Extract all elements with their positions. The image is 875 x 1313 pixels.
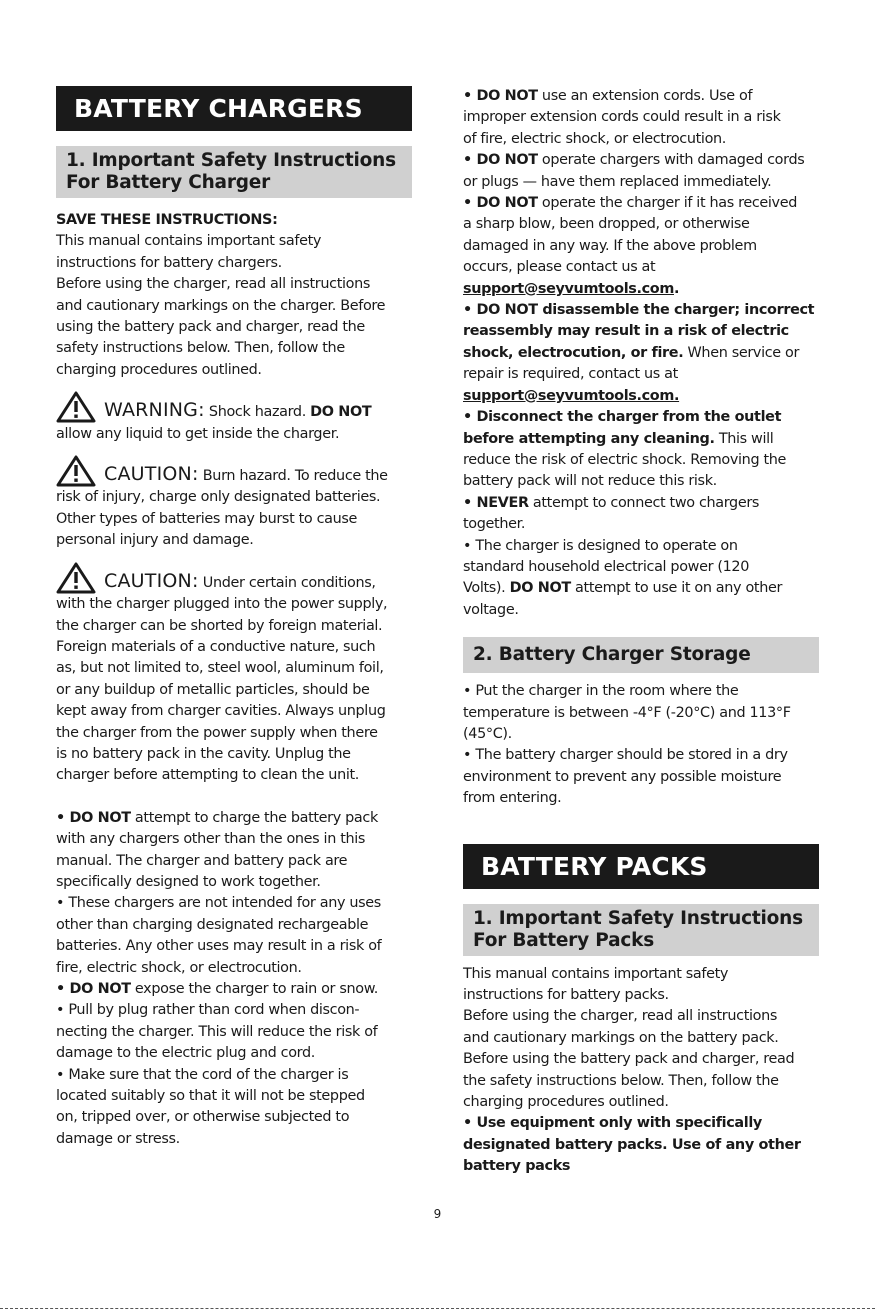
text-line: fire, electric shock, or electrocution. xyxy=(56,959,302,976)
bullet-storage-temperature: • Put the charger in the room where the xyxy=(463,683,739,700)
bullet-cord-location: • Make sure that the cord of the charger is xyxy=(56,1066,349,1083)
text-line: Foreign materials of a conductive nature, such xyxy=(56,638,376,655)
text-line: of fire, electric shock, or electrocution. xyxy=(463,130,727,147)
bullet-sharp-blow: • DO NOT operate the charger if it has received xyxy=(463,195,797,212)
text-line: using the battery pack and charger, read the xyxy=(56,319,365,336)
bullet-do-not-other-chargers: • DO NOT attempt to charge the battery pack xyxy=(56,809,378,826)
text-line: Before using the charger, read all instructions xyxy=(56,276,371,293)
text-line: the safety instructions below. Then, follow the xyxy=(463,1072,779,1089)
text-line: the charger from the power supply when there xyxy=(56,724,378,741)
text-line: other than charging designated rechargeable xyxy=(56,916,369,933)
bullet-damaged-cords: • DO NOT operate chargers with damaged cords xyxy=(463,152,805,169)
section-banner-battery-chargers: BATTERY CHARGERS xyxy=(56,86,412,131)
text-line: environment to prevent any possible moisture xyxy=(463,768,782,785)
text-line: is no battery pack in the cavity. Unplug the xyxy=(56,745,351,762)
text-line: batteries. Any other uses may result in a risk of xyxy=(56,938,382,955)
text-line: This manual contains important safety xyxy=(463,965,729,982)
text-line: designated battery packs. Use of any other xyxy=(463,1136,801,1153)
warning-notice: WARNING: Shock hazard. DO NOT xyxy=(56,400,412,423)
heading-line: 1. Important Safety Instructions xyxy=(66,150,396,171)
text-line: repair is required, contact us at xyxy=(463,366,678,383)
text-line: Volts). DO NOT attempt to use it on any other xyxy=(463,580,783,597)
caution-label: CAUTION: xyxy=(104,569,199,592)
text-line: or any buildup of metallic particles, should be xyxy=(56,681,370,698)
text-line: safety instructions below. Then, follow the xyxy=(56,340,345,357)
text-line: on, tripped over, or otherwise subjected to xyxy=(56,1109,350,1126)
text-line: together. xyxy=(463,516,526,533)
section-heading-charger-storage: 2. Battery Charger Storage xyxy=(463,637,819,673)
text-line: standard household electrical power (120 xyxy=(463,558,750,575)
text-line: (45°C). xyxy=(463,725,512,742)
text-line: and cautionary markings on the battery pack. xyxy=(463,1029,779,1046)
bullet-designated-packs: • Use equipment only with specifically xyxy=(463,1115,762,1132)
text-line: a sharp blow, been dropped, or otherwise xyxy=(463,216,750,233)
heading-line: 1. Important Safety Instructions xyxy=(473,907,803,929)
text-line: damage or stress. xyxy=(56,1130,180,1147)
warning-label: WARNING: xyxy=(104,399,205,422)
text-line: kept away from charger cavities. Always unplug xyxy=(56,703,386,720)
text-line: and cautionary markings on the charger. Before xyxy=(56,297,386,314)
text-line: manual. The charger and battery pack are xyxy=(56,852,348,869)
bullet-intended-use: • These chargers are not intended for any uses xyxy=(56,895,381,912)
text-line: battery packs xyxy=(463,1158,571,1175)
text-line: Before using the charger, read all instructions xyxy=(463,1008,778,1025)
bullet-disconnect: • Disconnect the charger from the outlet xyxy=(463,409,782,426)
text-line: Before using the battery pack and charger, read xyxy=(463,1051,795,1068)
text-line: from entering. xyxy=(463,790,562,807)
bullet-household-power: • The charger is designed to operate on xyxy=(463,537,738,554)
caution-triangle-icon xyxy=(56,455,96,487)
save-instructions-heading: SAVE THESE INSTRUCTIONS: xyxy=(56,212,278,228)
text-line: as, but not limited to, steel wool, aluminum foil, xyxy=(56,660,384,677)
bullet-storage-dry: • The battery charger should be stored in a dry xyxy=(463,747,788,764)
page-number: 9 xyxy=(433,1207,442,1221)
support-email-line: support@seyvumtools.com. xyxy=(463,280,680,297)
text-line: This manual contains important safety xyxy=(56,233,322,250)
caution-label: CAUTION: xyxy=(104,463,199,486)
text-line: necting the charger. This will reduce the risk of xyxy=(56,1023,378,1040)
caution-notice-short: CAUTION: Under certain conditions, xyxy=(56,571,412,594)
bullet-pull-by-plug: • Pull by plug rather than cord when discon- xyxy=(56,1002,360,1019)
section-heading-safety-charger xyxy=(56,146,412,198)
text-line: charging procedures outlined. xyxy=(463,1094,669,1111)
text-line: personal injury and damage. xyxy=(56,532,254,549)
text-line: battery pack will not reduce this risk. xyxy=(463,473,717,490)
text-line: Other types of batteries may burst to cause xyxy=(56,510,358,527)
footer-divider xyxy=(0,1308,875,1309)
text-line: instructions for battery packs. xyxy=(463,987,669,1003)
text-line: reassembly may result in a risk of electric xyxy=(463,323,789,340)
text-line: allow any liquid to get inside the charger. xyxy=(56,425,340,442)
text-line: damaged in any way. If the above problem xyxy=(463,237,757,254)
text-line: before attempting any cleaning. This will xyxy=(463,430,774,447)
support-email-link[interactable]: support@seyvumtools.com. xyxy=(463,387,680,404)
bullet-rain-snow: • DO NOT expose the charger to rain or snow. xyxy=(56,981,379,997)
text-line: charging procedures outlined. xyxy=(56,361,262,378)
text-line: charger before attempting to clean the unit. xyxy=(56,767,360,784)
support-email-link[interactable]: support@seyvumtools.com xyxy=(463,280,674,297)
warning-triangle-icon xyxy=(56,391,96,423)
caution-notice-burn: CAUTION: Burn hazard. To reduce the xyxy=(56,464,412,487)
heading-line: For Battery Charger xyxy=(66,172,271,193)
section-banner-battery-packs: BATTERY PACKS xyxy=(463,844,819,889)
text-line: with any chargers other than the ones in this xyxy=(56,831,366,848)
caution-triangle-icon xyxy=(56,562,96,594)
text-line: voltage. xyxy=(463,601,519,618)
bullet-extension-cords: • DO NOT use an extension cords. Use of xyxy=(463,88,753,104)
text-line: risk of injury, charge only designated batteries. xyxy=(56,489,381,506)
text-line: with the charger plugged into the power supply, xyxy=(56,596,388,613)
text-line: or plugs — have them replaced immediately. xyxy=(463,173,772,190)
text-line: temperature is between -4°F (-20°C) and 113°F xyxy=(463,704,791,721)
text-line: occurs, please contact us at xyxy=(463,259,656,276)
left-column xyxy=(56,86,412,1150)
right-column xyxy=(463,86,819,1178)
support-email-line xyxy=(463,386,819,407)
text-line: improper extension cords could result in a risk xyxy=(463,109,781,126)
text-line: instructions for battery chargers. xyxy=(56,254,282,271)
text-line: located suitably so that it will not be stepped xyxy=(56,1088,365,1105)
bullet-disassemble: • DO NOT disassemble the charger; incorrect xyxy=(463,302,815,319)
text-line: shock, electrocution, or fire. When service or xyxy=(463,344,800,361)
text-line: reduce the risk of electric shock. Removing the xyxy=(463,451,787,468)
text-line: damage to the electric plug and cord. xyxy=(56,1045,315,1062)
text-line: the charger can be shorted by foreign material. xyxy=(56,617,383,634)
section-heading-safety-packs xyxy=(463,904,819,956)
bullet-never-connect: • NEVER attempt to connect two chargers xyxy=(463,494,760,511)
heading-line: For Battery Packs xyxy=(473,929,655,951)
text-line: specifically designed to work together. xyxy=(56,873,321,890)
